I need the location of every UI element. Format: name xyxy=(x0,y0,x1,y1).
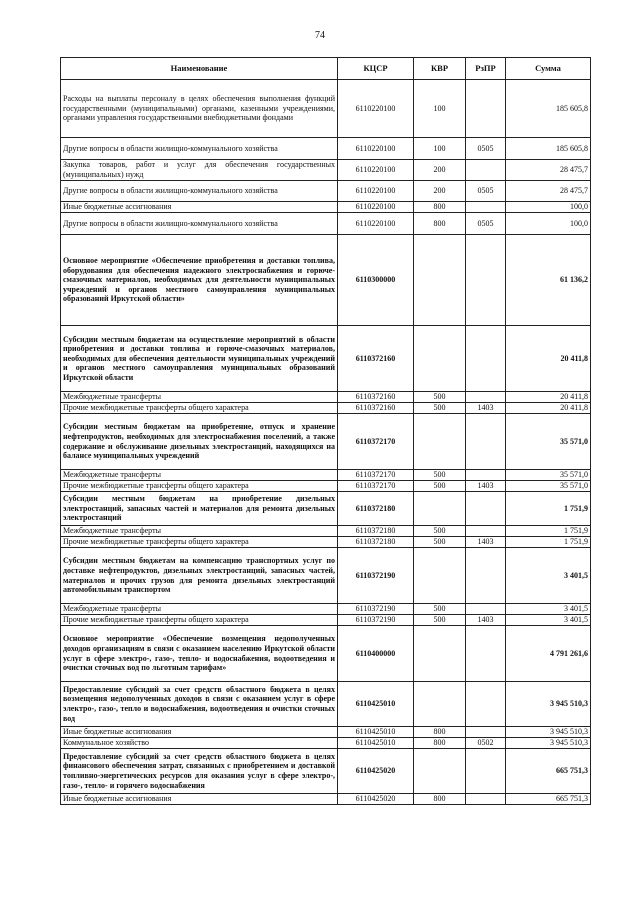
table-row xyxy=(61,615,591,626)
table-row xyxy=(61,160,591,181)
cell-kcsr: 6110300000 xyxy=(338,235,414,326)
cell-kcsr: 6110372160 xyxy=(338,403,414,414)
table-row xyxy=(61,138,591,160)
cell-kcsr: 6110425020 xyxy=(338,794,414,805)
cell-kvr: 800 xyxy=(414,727,466,738)
cell-sum: 1 751,9 xyxy=(506,537,591,548)
cell-rzpr xyxy=(466,727,506,738)
cell-rzpr xyxy=(466,682,506,727)
cell-rzpr xyxy=(466,526,506,537)
cell-name: Межбюджетные трансферты xyxy=(61,470,338,481)
cell-kvr xyxy=(414,326,466,392)
table-row xyxy=(61,738,591,749)
cell-sum: 35 571,0 xyxy=(506,470,591,481)
cell-sum: 3 945 510,3 xyxy=(506,682,591,727)
cell-kcsr: 6110372170 xyxy=(338,470,414,481)
cell-rzpr xyxy=(466,749,506,794)
table-row xyxy=(61,392,591,403)
cell-kcsr: 6110372170 xyxy=(338,481,414,492)
cell-name: Межбюджетные трансферты xyxy=(61,392,338,403)
header-name: Наименование xyxy=(61,58,338,80)
cell-kvr: 500 xyxy=(414,392,466,403)
cell-kcsr: 6110425020 xyxy=(338,749,414,794)
cell-name: Основное мероприятие «Обеспечение возмещения недополученных доходов организациям в связи с оказанием населению Иркутской области услуг в сфере электро-, газо-, тепло- и водоснабжения, водоотведения и очистки сточных вод по льготным тарифам» xyxy=(61,626,338,682)
cell-kvr xyxy=(414,235,466,326)
cell-kvr: 500 xyxy=(414,403,466,414)
header-kvr: КВР xyxy=(414,58,466,80)
cell-name: Субсидии местным бюджетам на приобретение, отпуск и хранение нефтепродуктов, необходимых для электроснабжения поселений, а также содержание и обслуживание дизельных электростанций, находящихся на балансе муниципальных учреждений xyxy=(61,414,338,470)
cell-name: Коммунальное хозяйство xyxy=(61,738,338,749)
cell-name: Прочие межбюджетные трансферты общего характера xyxy=(61,615,338,626)
cell-sum: 3 401,5 xyxy=(506,615,591,626)
cell-sum: 20 411,8 xyxy=(506,326,591,392)
cell-sum: 3 401,5 xyxy=(506,548,591,604)
cell-kvr: 500 xyxy=(414,481,466,492)
cell-kcsr: 6110372160 xyxy=(338,392,414,403)
cell-kcsr: 6110372190 xyxy=(338,604,414,615)
cell-name: Другие вопросы в области жилищно-коммунального хозяйства xyxy=(61,138,338,160)
cell-kcsr: 6110220100 xyxy=(338,181,414,202)
cell-name: Иные бюджетные ассигнования xyxy=(61,794,338,805)
cell-kvr xyxy=(414,414,466,470)
header-sum: Сумма xyxy=(506,58,591,80)
cell-sum: 3 945 510,3 xyxy=(506,727,591,738)
table-row xyxy=(61,749,591,794)
cell-name: Предоставление субсидий за счет средств областного бюджета в целях финансового обеспечения затрат, связанных с приобретением и доставкой топливно-энергетических ресурсов для оказания услуг в сфере электро-, газо-, тепло- и горячего водоснабжения xyxy=(61,749,338,794)
cell-name: Прочие межбюджетные трансферты общего характера xyxy=(61,481,338,492)
cell-kcsr: 6110425010 xyxy=(338,738,414,749)
cell-sum: 185 605,8 xyxy=(506,80,591,138)
cell-kvr xyxy=(414,548,466,604)
cell-kvr xyxy=(414,492,466,526)
cell-sum: 100,0 xyxy=(506,202,591,213)
cell-kvr xyxy=(414,682,466,727)
cell-name: Межбюджетные трансферты xyxy=(61,604,338,615)
cell-kvr: 800 xyxy=(414,794,466,805)
cell-rzpr xyxy=(466,202,506,213)
table-row xyxy=(61,414,591,470)
cell-kvr: 100 xyxy=(414,80,466,138)
cell-kcsr: 6110220100 xyxy=(338,160,414,181)
cell-rzpr xyxy=(466,470,506,481)
cell-name: Субсидии местным бюджетам на компенсацию транспортных услуг по доставке нефтепродуктов, дизельных электростанций, запасных частей, материалов и прочих грузов для ремонта дизельных электростанций автомобильным транспортом xyxy=(61,548,338,604)
cell-rzpr: 1403 xyxy=(466,537,506,548)
table-row xyxy=(61,492,591,526)
cell-rzpr xyxy=(466,160,506,181)
table-row xyxy=(61,526,591,537)
cell-kvr: 500 xyxy=(414,526,466,537)
cell-sum: 100,0 xyxy=(506,213,591,235)
cell-rzpr xyxy=(466,235,506,326)
cell-kvr xyxy=(414,749,466,794)
cell-sum: 665 751,3 xyxy=(506,749,591,794)
cell-kvr: 500 xyxy=(414,470,466,481)
cell-kcsr: 6110400000 xyxy=(338,626,414,682)
cell-rzpr xyxy=(466,794,506,805)
cell-name: Основное мероприятие «Обеспечение приобретения и доставки топлива, оборудования для обеспечения надежного электроснабжения и горюче-смазочных материалов, необходимых для деятельности муниципальных учреждений и органов местного самоуправления муниципальных образований Иркутской области» xyxy=(61,235,338,326)
cell-kcsr: 6110372180 xyxy=(338,492,414,526)
cell-kcsr: 6110372180 xyxy=(338,526,414,537)
cell-rzpr xyxy=(466,626,506,682)
table-row xyxy=(61,80,591,138)
cell-kvr: 800 xyxy=(414,213,466,235)
cell-kcsr: 6110220100 xyxy=(338,80,414,138)
cell-sum: 3 945 510,3 xyxy=(506,738,591,749)
table-row xyxy=(61,181,591,202)
cell-name: Межбюджетные трансферты xyxy=(61,526,338,537)
page-number: 74 xyxy=(315,30,325,41)
table-row xyxy=(61,682,591,727)
cell-sum: 28 475,7 xyxy=(506,181,591,202)
table-row xyxy=(61,548,591,604)
cell-kvr: 500 xyxy=(414,537,466,548)
cell-kvr xyxy=(414,626,466,682)
cell-kcsr: 6110425010 xyxy=(338,682,414,727)
cell-kcsr: 6110372190 xyxy=(338,615,414,626)
cell-name: Прочие межбюджетные трансферты общего характера xyxy=(61,537,338,548)
cell-name: Предоставление субсидий за счет средств областного бюджета в целях возмещения недополученных доходов в связи с оказанием услуг в сфере электро-, газо-, тепло и водоснабжения, водоотведения и очистки сточных вод xyxy=(61,682,338,727)
table-row xyxy=(61,626,591,682)
table-row xyxy=(61,470,591,481)
cell-sum: 20 411,8 xyxy=(506,392,591,403)
cell-rzpr: 0502 xyxy=(466,738,506,749)
header-rzpr: РзПР xyxy=(466,58,506,80)
cell-sum: 1 751,9 xyxy=(506,492,591,526)
table-row xyxy=(61,727,591,738)
table-row xyxy=(61,604,591,615)
table-row xyxy=(61,235,591,326)
cell-kcsr: 6110220100 xyxy=(338,213,414,235)
cell-rzpr xyxy=(466,414,506,470)
cell-rzpr xyxy=(466,492,506,526)
cell-kvr: 100 xyxy=(414,138,466,160)
cell-rzpr: 0505 xyxy=(466,213,506,235)
cell-kvr: 800 xyxy=(414,202,466,213)
cell-rzpr xyxy=(466,80,506,138)
cell-kvr: 200 xyxy=(414,181,466,202)
cell-kcsr: 6110372160 xyxy=(338,326,414,392)
cell-sum: 4 791 261,6 xyxy=(506,626,591,682)
cell-sum: 35 571,0 xyxy=(506,414,591,470)
cell-name: Прочие межбюджетные трансферты общего характера xyxy=(61,403,338,414)
cell-rzpr xyxy=(466,392,506,403)
cell-rzpr xyxy=(466,326,506,392)
cell-rzpr xyxy=(466,548,506,604)
cell-sum: 1 751,9 xyxy=(506,526,591,537)
cell-sum: 3 401,5 xyxy=(506,604,591,615)
header-kcsr: КЦСР xyxy=(338,58,414,80)
cell-kcsr: 6110372170 xyxy=(338,414,414,470)
table-body xyxy=(61,80,591,805)
cell-name: Субсидии местным бюджетам на приобретение дизельных электростанций, запасных частей и материалов для ремонта дизельных электростанций xyxy=(61,492,338,526)
cell-rzpr: 1403 xyxy=(466,615,506,626)
cell-rzpr: 1403 xyxy=(466,481,506,492)
cell-sum: 20 411,8 xyxy=(506,403,591,414)
cell-kvr: 500 xyxy=(414,604,466,615)
table-row xyxy=(61,403,591,414)
cell-sum: 665 751,3 xyxy=(506,794,591,805)
cell-sum: 35 571,0 xyxy=(506,481,591,492)
cell-kvr: 500 xyxy=(414,615,466,626)
cell-kcsr: 6110220100 xyxy=(338,138,414,160)
cell-name: Другие вопросы в области жилищно-коммунального хозяйства xyxy=(61,213,338,235)
table-header-row xyxy=(61,58,591,80)
cell-rzpr: 0505 xyxy=(466,181,506,202)
table-row xyxy=(61,202,591,213)
cell-rzpr xyxy=(466,604,506,615)
cell-name: Субсидии местным бюджетам на осуществление мероприятий в области приобретения и доставки топлива и горюче-смазочных материалов, необходимых для обеспечения деятельности муниципальных учреждений и органов местного самоуправления муниципальных образований Иркутской области xyxy=(61,326,338,392)
table-row xyxy=(61,537,591,548)
cell-kcsr: 6110425010 xyxy=(338,727,414,738)
cell-sum: 28 475,7 xyxy=(506,160,591,181)
cell-kcsr: 6110220100 xyxy=(338,202,414,213)
cell-name: Другие вопросы в области жилищно-коммунального хозяйства xyxy=(61,181,338,202)
cell-sum: 185 605,8 xyxy=(506,138,591,160)
cell-name: Иные бюджетные ассигнования xyxy=(61,202,338,213)
cell-sum: 61 136,2 xyxy=(506,235,591,326)
cell-kvr: 200 xyxy=(414,160,466,181)
table-row xyxy=(61,326,591,392)
cell-kvr: 800 xyxy=(414,738,466,749)
budget-table xyxy=(60,57,591,805)
cell-kcsr: 6110372180 xyxy=(338,537,414,548)
cell-name: Расходы на выплаты персоналу в целях обеспечения выполнения функций государственными (муниципальными) органами, казенными учреждениями, органами управления государственными внебюджетными фондами xyxy=(61,80,338,138)
cell-name: Иные бюджетные ассигнования xyxy=(61,727,338,738)
cell-name: Закупка товаров, работ и услуг для обеспечения государственных (муниципальных) нужд xyxy=(61,160,338,181)
table-row xyxy=(61,213,591,235)
cell-rzpr: 0505 xyxy=(466,138,506,160)
table-row xyxy=(61,481,591,492)
cell-rzpr: 1403 xyxy=(466,403,506,414)
table-row xyxy=(61,794,591,805)
cell-kcsr: 6110372190 xyxy=(338,548,414,604)
